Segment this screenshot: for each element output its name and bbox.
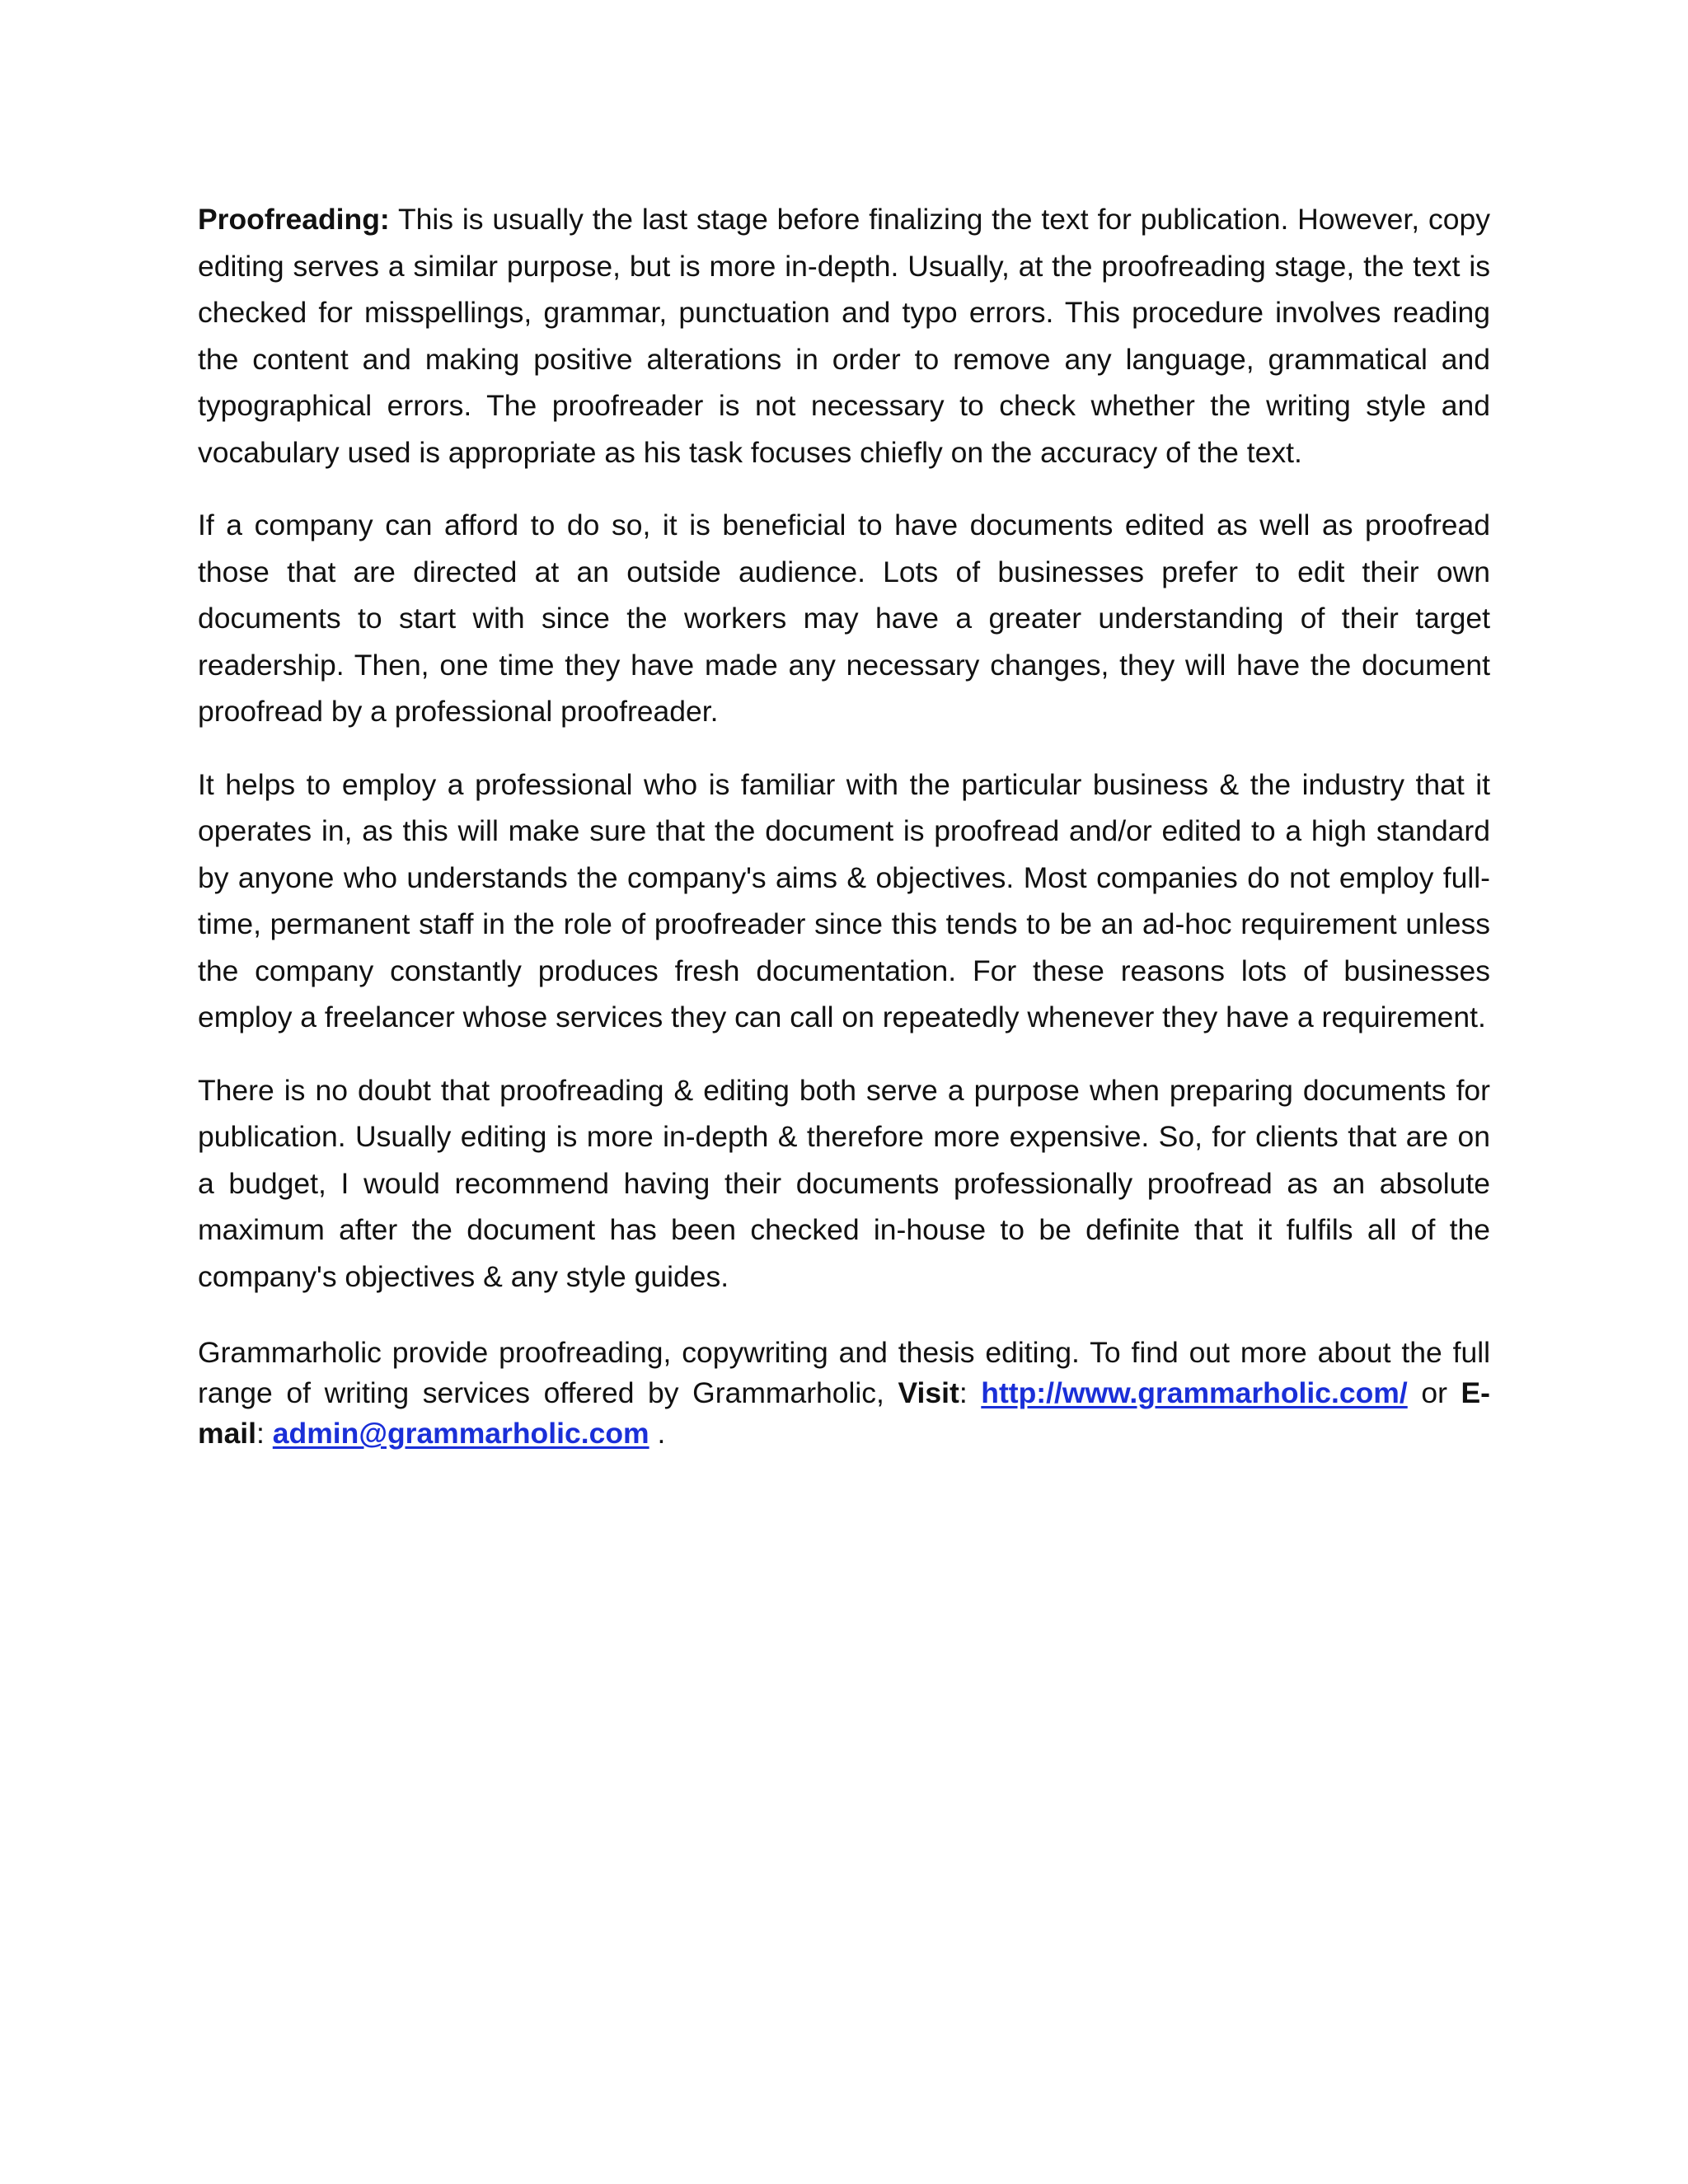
document-page — [198, 196, 1490, 1480]
email-label: E-mail — [198, 1376, 1490, 1450]
paragraph-text: It helps to employ a professional who is familiar with the particular business & the industry that it operates in, as this will make sure that the document is proofread and/or edited to a high standard by anyone who understands the company's aims & objectives. Most companies do not employ full-time, permanent staff in the role of proofreader since this tends to be an ad-hoc requirement unless the company constantly produces fresh documentation. For these reasons lots of businesses employ a freelancer whose services they can call on repeatedly whenever they have a requirement. — [198, 767, 1490, 1033]
proofreading-heading: Proofreading: — [198, 203, 390, 236]
end-punctuation: . — [649, 1417, 666, 1450]
paragraph-text: If a company can afford to do so, it is beneficial to have documents edited as well as proofread those that are directed at an outside audience. Lots of businesses prefer to edit their own documents to start with since the workers may have a greater understanding of their target readership. Then, one time they have made any necessary changes, they will have the document proofread by a professional proofreader. — [198, 509, 1490, 728]
contact-intro: Grammarholic provide proofreading, copywriting and thesis editing. To find out more about the full range of writing services offered by Grammarholic, — [198, 1336, 1490, 1409]
paragraph-editing-benefits — [198, 502, 1490, 735]
colon-separator: : — [256, 1417, 273, 1450]
paragraph-proofreading — [198, 196, 1490, 476]
or-text: or — [1407, 1376, 1461, 1409]
colon-separator: : — [959, 1376, 982, 1409]
paragraph-text: There is no doubt that proofreading & editing both serve a purpose when preparing documents for publication. Usually editing is more in-depth & therefore more expensive. So, for clients that are on a budget, I would recommend having their documents professionally proofread as an absolute maximum after the document has been checked in-house to be definite that it fulfils all of the company's objectives & any style guides. — [198, 1073, 1490, 1293]
contact-paragraph — [198, 1333, 1490, 1454]
proofreading-text: This is usually the last stage before finalizing the text for publication. However, copy editing serves a similar purpose, but is more in-depth. Usually, at the proofreading stage, the text is checked for misspellings, grammar, punctuation and typo errors. This procedure involves reading the content and making positive alterations in order to remove any language, grammatical and typographical errors. The proofreader is not necessary to check whether the writing style and vocabulary used is appropriate as his task focuses chiefly on the accuracy of the text. — [198, 203, 1490, 469]
visit-label: Visit — [898, 1376, 959, 1409]
paragraph-hiring-professional — [198, 762, 1490, 1041]
website-link[interactable]: http://www.grammarholic.com/ — [981, 1376, 1408, 1409]
email-link[interactable]: admin@grammarholic.com — [272, 1417, 649, 1450]
paragraph-conclusion — [198, 1067, 1490, 1301]
